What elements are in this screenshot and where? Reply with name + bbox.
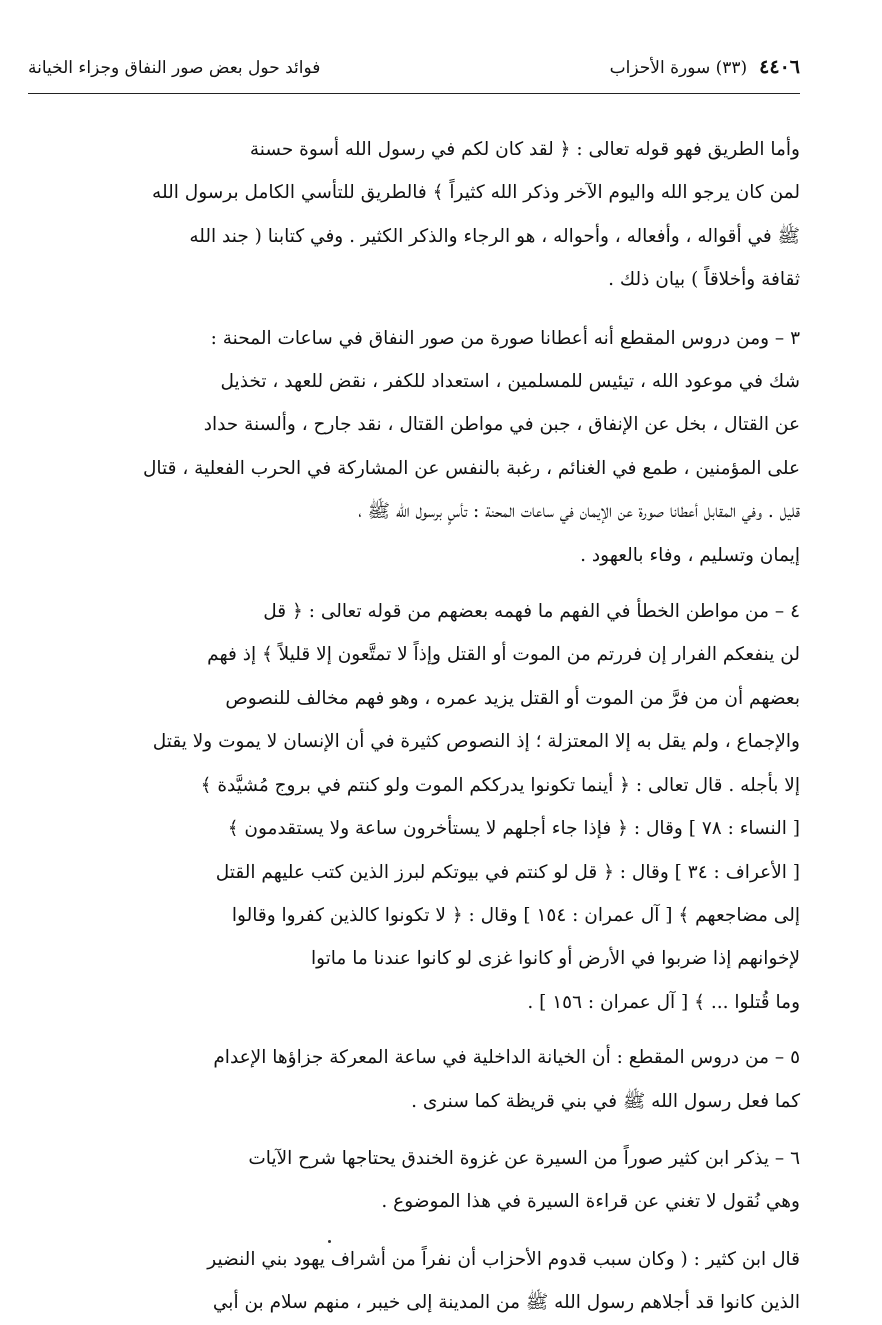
page-speck xyxy=(328,1240,331,1243)
header-divider xyxy=(28,93,800,94)
body-text xyxy=(28,128,800,1325)
running-head-right xyxy=(610,56,800,78)
paragraph-following-the-messenger: وأما الطريق فهو قوله تعالى : ﴿ لقد كان لكم في رسول الله أسوة حسنة لمن كان يرجو الله واليوم الآخر وذكر الله كثيراً ﴾ فالطريق للتأسي الكامل برسول الله ﷺ في أقواله ، وأفعاله ، وأحواله ، هو الرجاء والذكر الكثير . وفي كتابنا ( جند الله ثقافة وأخلاقاً ) بيان ذلك . xyxy=(152,139,800,291)
running-head xyxy=(28,56,800,90)
surah-title: (٣٣) سورة الأحزاب xyxy=(609,58,748,78)
book-page xyxy=(28,0,800,1314)
paragraph-5-internal-treason: ٥ – من دروس المقطع : أن الخيانة الداخلية في ساعة المعركة جزاؤها الإعدام كما فعل رسول الله ﷺ في بني قريظة كما سنرى . xyxy=(213,1047,800,1112)
paragraph-4-error-in-understanding: ٤ – من مواطن الخطأ في الفهم ما فهمه بعضهم من قوله تعالى : ﴿ قل لن ينفعكم الفرار إن فررتم من الموت أو القتل وإذاً لا تمتَّعون إلا قليلاً ﴾ إذ فهم بعضهم أن من فرَّ من الموت أو القتل يزيد عمره ، وهو فهم مخالف للنصوص والإجماع ، ولم يقل به إلا المعتزلة ؛ إذ النصوص كثيرة في أن الإنسان لا يموت ولا يقتل إلا بأجله . قال تعالى : ﴿ أينما تكونوا يدرككم الموت ولو كنتم في بروج مُشيَّدة ﴾ [ النساء : ٧٨ ] وقال : ﴿ فإذا جاء أجلهم لا يستأخرون ساعة ولا يستقدمون ﴾ [ الأعراف : ٣٤ ] وقال : ﴿ قل لو كنتم في بيوتكم لبرز الذين كتب عليهم القتل إلى مضاجعهم ﴾ [ آل عمران : ١٥٤ ] وقال : ﴿ لا تكونوا كالذين كفروا وقالوا لإخوانهم إذا ضربوا في الأرض أو كانوا غزى لو كانوا عندنا ما ماتوا وما قُتلوا ... ﴾ [ آل عمران : ١٥٦ ] . xyxy=(152,601,800,1013)
page-number: ٤٤٠٦ xyxy=(759,56,800,78)
paragraph-3-hypocrisy-images: ٣ – ومن دروس المقطع أنه أعطانا صورة من صور النفاق في ساعات المحنة : شك في موعود الله ، تيئيس للمسلمين ، استعداد للكفر ، نقض للعهد ، تخذيل عن القتال ، بخل عن الإنفاق ، جبن في مواطن القتال ، نقد جارح ، وألسنة حداد على المؤمنين ، طمع في الغنائم ، رغبة بالنفس عن المشاركة في الحرب الفعلية ، قتال قليل . وفي المقابل أعطانا صورة عن الإيمان في ساعات المحنة : تأسٍ برسول الله ﷺ ، إيمان وتسليم ، وفاء بالعهود . xyxy=(142,327,800,566)
paragraph-ibn-kathir-quote: قال ابن كثير : ( وكان سبب قدوم الأحزاب أن نفراً من أشراف يهود بني النضير الذين كانوا قد أجلاهم رسول الله ﷺ من المدينة إلى خيبر ، منهم سلام بن أبي xyxy=(207,1248,800,1314)
paragraph-6-ibn-kathir-sira: ٦ – يذكر ابن كثير صوراً من السيرة عن غزوة الخندق يحتاجها شرح الآيات وهي نُقول لا تغني عن قراءة السيرة في هذا الموضوع . xyxy=(248,1147,800,1213)
section-topic-title: فوائد حول بعض صور النفاق وجزاء الخيانة xyxy=(28,58,321,78)
